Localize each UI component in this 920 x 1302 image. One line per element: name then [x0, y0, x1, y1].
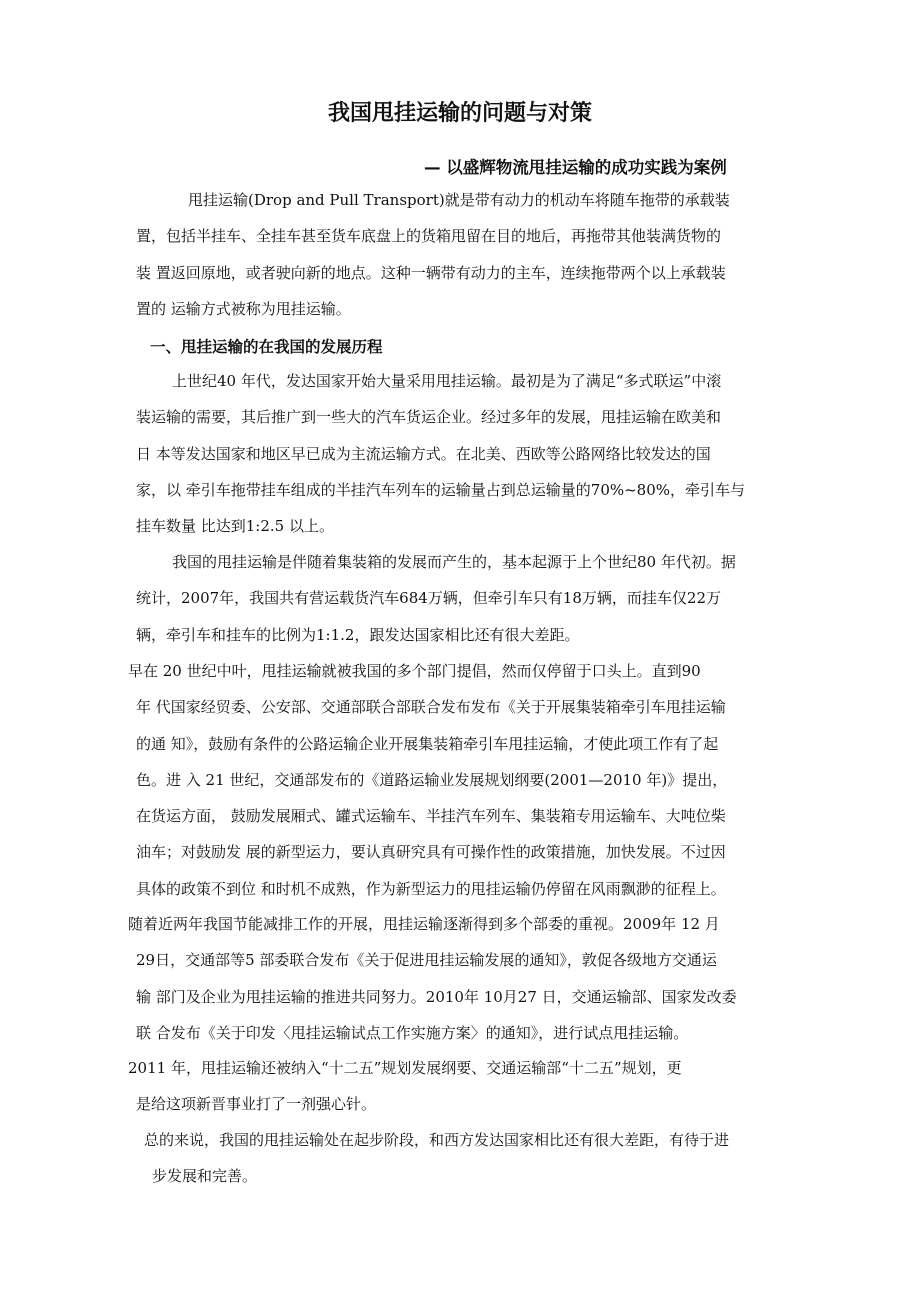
text-line: 辆，牵引车和挂车的比例为1:1.2，跟发达国家相比还有很大差距。	[136, 625, 580, 644]
text-line: 年 代国家经贸委、公安部、交通部联合部联合发布发布《关于开展集装箱牵引车甩挂运输	[136, 698, 726, 717]
text-line: 油车；对鼓励发 展的新型运力，要认真研究具有可操作性的政策措施，加快发展。不过因	[136, 843, 726, 862]
text-line: 总的来说，我国的甩挂运输处在起步阶段，和西方发达国家相比还有很大差距，有待于进	[144, 1131, 730, 1149]
text-line: 置的 运输方式被称为甩挂运输。	[136, 299, 351, 318]
text-line: 输 部门及企业为甩挂运输的推进共同努力。2010年 10月27 日，交通运输部、国家发改委	[136, 987, 737, 1006]
text-line: 装运输的需要，其后推广到一些大的汽车货运企业。经过多年的发展，甩挂运输在欧美和	[136, 408, 722, 427]
paragraph-recent-policy	[128, 906, 737, 1051]
text-line: 联 合发布《关于印发〈甩挂运输试点工作实施方案〉的通知》，进行试点甩挂运输。	[136, 1023, 689, 1042]
document-title: 我国甩挂运输的问题与对策	[327, 101, 592, 126]
paragraph-china-origin	[136, 544, 736, 653]
text-line: 29日，交通部等5 部委联合发布《关于促进甩挂运输发展的通知》，敦促各级地方交通运	[136, 951, 717, 970]
text-line: 2011 年，甩挂运输还被纳入“十二五”规划发展纲要、交通运输部“十二五”规划，更	[128, 1059, 682, 1077]
text-line: 统计，2007年，我国共有营运载货汽车684万辆，但牵引车只有18万辆，而挂车仅22万	[136, 589, 721, 608]
text-line: 早在 20 世纪中叶，甩挂运输就被我国的多个部门提倡，然而仅停留于口头上。直到90	[128, 662, 701, 680]
paragraph-summary	[144, 1122, 730, 1195]
text-line: 步发展和完善。	[152, 1167, 258, 1186]
text-line: 色。进 入 21 世纪，交通部发布的《道路运输业发展规划纲要(2001—2010 年)》提出，	[136, 770, 728, 789]
text-line: 日 本等发达国家和地区早已成为主流运输方式。在北美、西欧等公路网络比较发达的国	[136, 444, 711, 463]
text-line: 置，包括半挂车、全挂车甚至货车底盘上的货箱甩留在目的地后，再拖带其他装满货物的	[136, 227, 722, 246]
paragraph-history-abroad	[136, 363, 745, 544]
document-subtitle: — 以盛辉物流甩挂运输的成功实践为案例	[424, 158, 727, 177]
text-line: 家，以 牵引车拖带挂车组成的半挂汽车列车的运输量占到总运输量的70%~80%，牵引车与	[136, 480, 746, 499]
text-line: 甩挂运输(Drop and Pull Transport)就是带有动力的机动车将随车拖带的承载装	[188, 191, 730, 209]
text-line: 的通 知》，鼓励有条件的公路运输企业开展集装箱牵引车甩挂运输，才使此项工作有了起	[136, 734, 719, 753]
text-line: 在货运方面， 鼓励发展厢式、罐式运输车、半挂汽车列车、集装箱专用运输车、大吨位柴	[136, 807, 726, 826]
text-line: 上世纪40 年代，发达国家开始大量采用甩挂运输。最初是为了满足“多式联运”中滚	[172, 372, 722, 390]
section-heading: 一、甩挂运输的在我国的发展历程	[150, 338, 383, 356]
text-line: 装 置返回原地，或者驶向新的地点。这种一辆带有动力的主车，连续拖带两个以上承载装	[136, 263, 726, 282]
paragraph-intro	[136, 182, 730, 327]
text-line: 我国的甩挂运输是伴随着集装箱的发展而产生的，基本起源于上个世纪80 年代初。据	[172, 553, 736, 571]
paragraph-five-year-plan	[128, 1050, 682, 1123]
text-line: 具体的政策不到位 和时机不成熟，作为新型运力的甩挂运输仍停留在风雨飘渺的征程上。	[136, 879, 726, 898]
text-line: 随着近两年我国节能减排工作的开展，甩挂运输逐渐得到多个部委的重视。2009年 12 月	[128, 915, 720, 933]
text-line: 挂车数量 比达到1:2.5 以上。	[136, 517, 334, 536]
paragraph-policy-history	[128, 653, 728, 907]
text-line: 是给这项新晋事业打了一剂强心针。	[136, 1095, 377, 1114]
